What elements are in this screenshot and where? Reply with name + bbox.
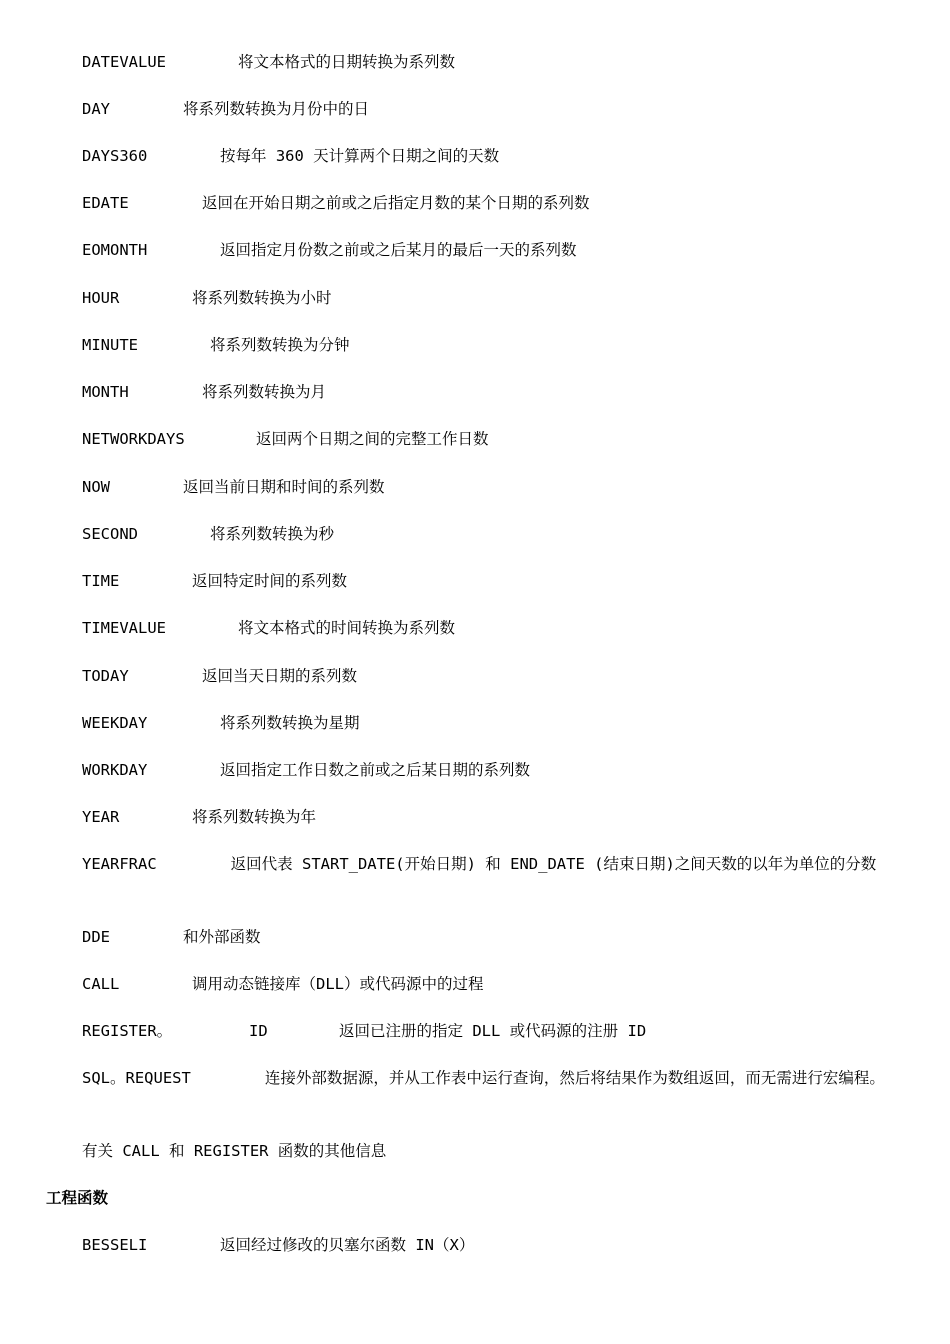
- function-description: 调用动态链接库（DLL）或代码源中的过程: [192, 975, 484, 993]
- function-description: 返回经过修改的贝塞尔函数 IN（X）: [220, 1236, 475, 1254]
- function-description: 按每年 360 天计算两个日期之间的天数: [220, 147, 500, 165]
- function-name: DDE: [82, 928, 110, 946]
- function-name: EOMONTH: [82, 241, 148, 259]
- function-name: DATEVALUE: [82, 53, 166, 71]
- function-description: 将系列数转换为年: [192, 808, 317, 826]
- function-name: MONTH: [82, 383, 129, 401]
- entry-yearfrac: [46, 852, 916, 877]
- function-name: MINUTE: [82, 336, 138, 354]
- function-name: TIME: [82, 572, 120, 590]
- function-name: SQL。REQUEST: [82, 1069, 191, 1087]
- function-description: 将文本格式的时间转换为系列数: [238, 619, 456, 637]
- function-description: 返回指定月份数之前或之后某月的最后一天的系列数: [220, 241, 577, 259]
- function-name: WEEKDAY: [82, 714, 148, 732]
- function-description: 将系列数转换为小时: [192, 289, 332, 307]
- section-heading: 工程函数: [46, 1189, 109, 1207]
- info-note: 有关 CALL 和 REGISTER 函数的其他信息: [82, 1142, 387, 1160]
- function-description: 返回当前日期和时间的系列数: [183, 478, 385, 496]
- function-name: EDATE: [82, 194, 129, 212]
- function-name: WORKDAY: [82, 761, 148, 779]
- function-description: 返回指定工作日数之前或之后某日期的系列数: [220, 761, 531, 779]
- function-name: CALL: [82, 975, 120, 993]
- function-name: SECOND: [82, 525, 138, 543]
- function-name: TIMEVALUE: [82, 619, 166, 637]
- function-description: 和外部函数: [183, 928, 261, 946]
- function-name: NOW: [82, 478, 110, 496]
- function-name: REGISTER。: [82, 1022, 173, 1040]
- function-description: 返回特定时间的系列数: [192, 572, 348, 590]
- function-description: 返回代表 START_DATE(开始日期) 和 END_DATE (结束日期)之间天数的以年为单位的分数: [230, 855, 877, 873]
- entry-sql-request: [46, 1066, 916, 1091]
- function-description: 将系列数转换为月: [202, 383, 327, 401]
- function-name: BESSELI: [82, 1236, 148, 1254]
- function-description: 将系列数转换为分钟: [210, 336, 350, 354]
- function-description: 连接外部数据源，并从工作表中运行查询，然后将结果作为数组返回，而无需进行宏编程。: [264, 1069, 885, 1087]
- function-description: 返回两个日期之间的完整工作日数: [256, 430, 489, 448]
- function-description: 将系列数转换为星期: [220, 714, 360, 732]
- function-description: 返回当天日期的系列数: [202, 667, 358, 685]
- function-name: TODAY: [82, 667, 129, 685]
- function-name: HOUR: [82, 289, 120, 307]
- function-description: 将系列数转换为秒: [210, 525, 335, 543]
- function-name: DAYS360: [82, 147, 148, 165]
- function-name: DAY: [82, 100, 110, 118]
- function-description: 返回在开始日期之前或之后指定月数的某个日期的系列数: [202, 194, 590, 212]
- function-name: YEARFRAC: [82, 855, 157, 873]
- function-description: 返回已注册的指定 DLL 或代码源的注册 ID: [339, 1022, 647, 1040]
- function-name: YEAR: [82, 808, 120, 826]
- function-description: 将系列数转换为月份中的日: [183, 100, 370, 118]
- function-description: 将文本格式的日期转换为系列数: [238, 53, 456, 71]
- function-name: NETWORKDAYS: [82, 430, 185, 448]
- function-id: ID: [249, 1022, 268, 1040]
